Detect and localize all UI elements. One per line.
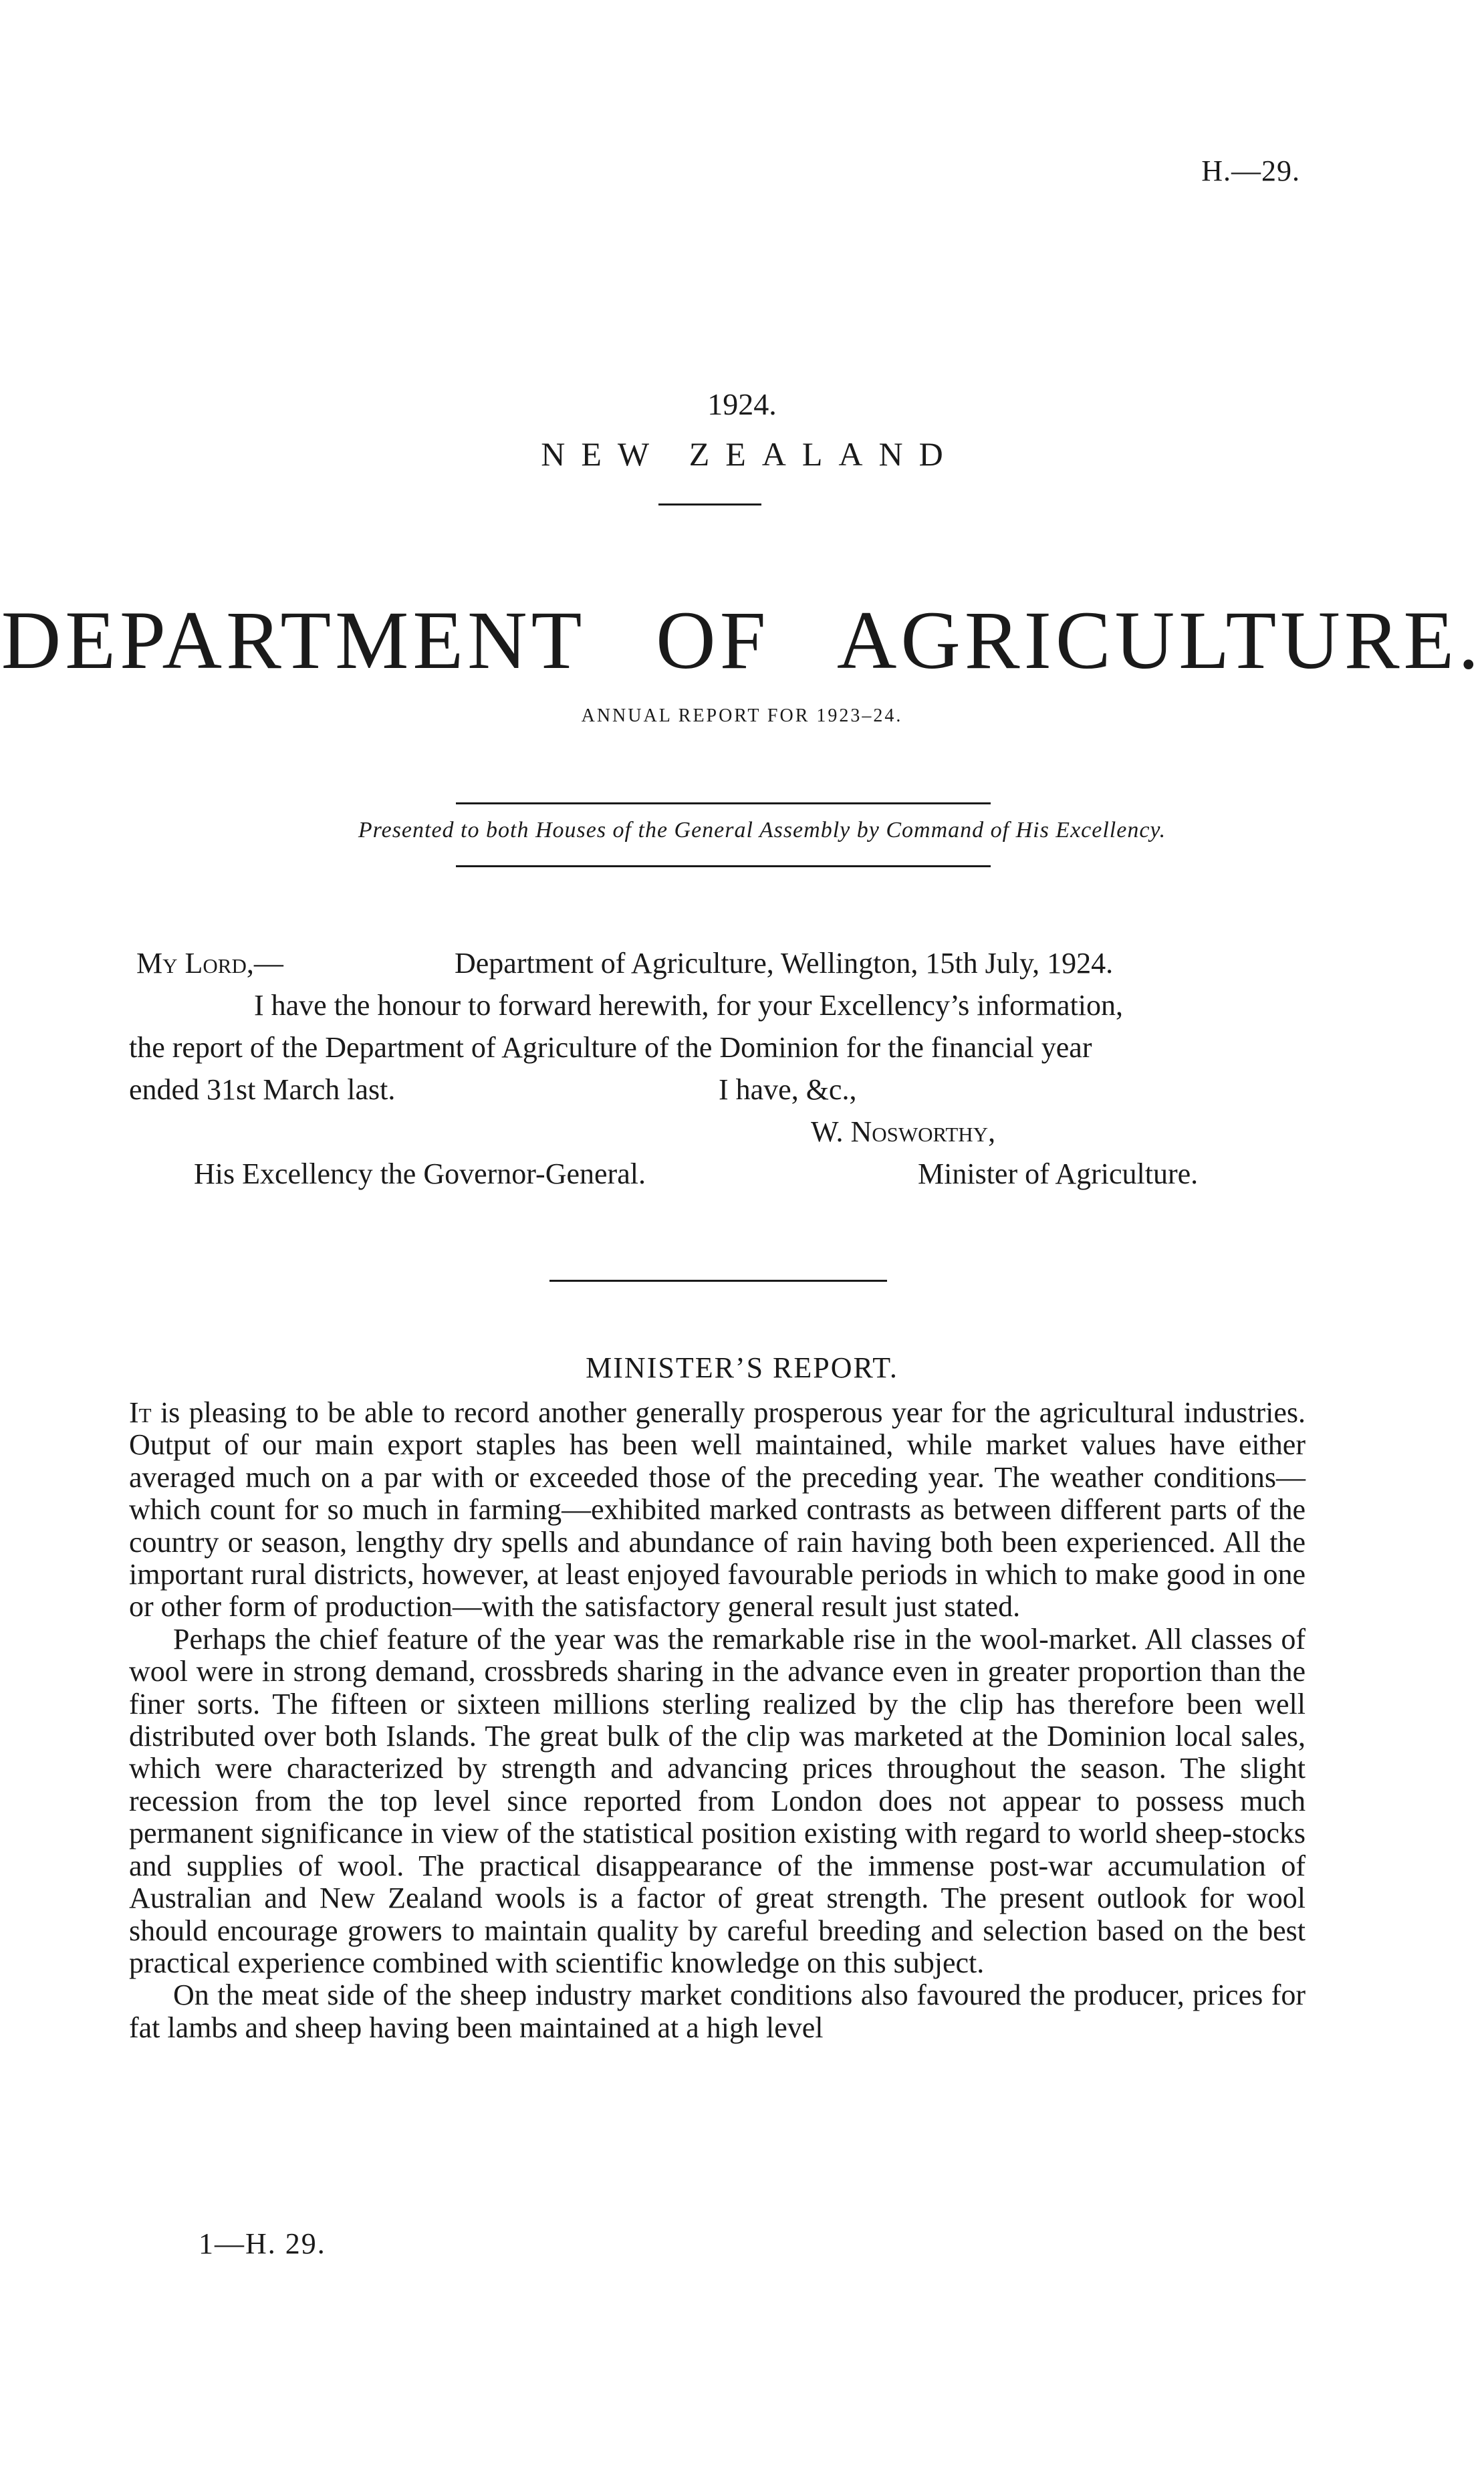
presented-rule-top xyxy=(456,802,991,804)
letter-body-line-2: the report of the Department of Agriculture of the Dominion for the financial year xyxy=(129,1031,1092,1064)
report-paragraph-1 xyxy=(129,1397,1306,1623)
paragraph-lead-word: It xyxy=(129,1396,152,1429)
title-divider xyxy=(658,503,761,505)
letter-signatory: W. Nosworthy, xyxy=(811,1115,996,1148)
report-heading: MINISTER’S REPORT. xyxy=(586,1351,898,1384)
report-paragraph-3: On the meat side of the sheep industry market conditions also favoured the producer, prices for fat lambs and sheep having been maintained at a high level xyxy=(129,1979,1306,2044)
letter-addressee: His Excellency the Governor-General. xyxy=(194,1157,646,1190)
letter-dateline: Department of Agriculture, Wellington, 15th July, 1924. xyxy=(455,947,1114,980)
paragraph-1-text: is pleasing to be able to record another generally prosperous year for the agricultural industries. Output of our main export staples has been well maintained, while market values have either averaged much on a par with or exceeded those of the preceding year. The weather conditions—which count for so much in farming—exhibited marked contrasts as between different parts of the country or season, lengthy dry spells and abundance of rain having both been experienced. All the important rural districts, however, at least enjoyed favourable periods in which to make good in one or other form of production—with the satisfactory general result just stated. xyxy=(129,1396,1306,1623)
report-paragraph-2: Perhaps the chief feature of the year was the remarkable rise in the wool-market. All classes of wool were in strong demand, crossbreds sharing in the advance even in greater proportion than the finer sorts. The fifteen or sixteen millions sterling realized by the clip has therefore been well distributed over both Islands. The great bulk of the clip was marketed at the Dominion local sales, which were characterized by strength and advancing prices throughout the season. The slight recession from the top level since reported from London does not appear to possess much permanent significance in view of the statistical position existing with regard to world sheep-stocks and supplies of wool. The practical disappearance of the immense post-war accumulation of Australian and New Zealand wools is a factor of great strength. The present outlook for wool should encourage growers to maintain quality by careful breeding and selection based on the best practical experience combined with scientific knowledge on this subject. xyxy=(129,1622,1306,1979)
letter-body-line-1: I have the honour to forward herewith, for your Excellency’s information, xyxy=(254,989,1124,1022)
page-reference: H.—29. xyxy=(1201,154,1300,187)
document-year: 1924. xyxy=(707,387,777,421)
letter-signatory-title: Minister of Agriculture. xyxy=(918,1157,1199,1190)
country-name: NEW ZEALAND xyxy=(541,435,959,473)
presented-statement: Presented to both Houses of the General Assembly by Command of His Excellency. xyxy=(358,818,1166,842)
section-divider xyxy=(549,1280,887,1282)
department-title: DEPARTMENT OF AGRICULTURE. xyxy=(1,594,1483,686)
letter-body-line-3: ended 31st March last. xyxy=(129,1073,396,1106)
sheet-reference: 1—H. 29. xyxy=(199,2227,326,2260)
letter-closing: I have, &c., xyxy=(719,1073,857,1106)
report-body xyxy=(129,1397,1306,2044)
letter-salutation: My Lord,— xyxy=(136,947,283,980)
presented-rule-bottom xyxy=(456,865,991,867)
report-subtitle: ANNUAL REPORT FOR 1923–24. xyxy=(581,705,903,726)
